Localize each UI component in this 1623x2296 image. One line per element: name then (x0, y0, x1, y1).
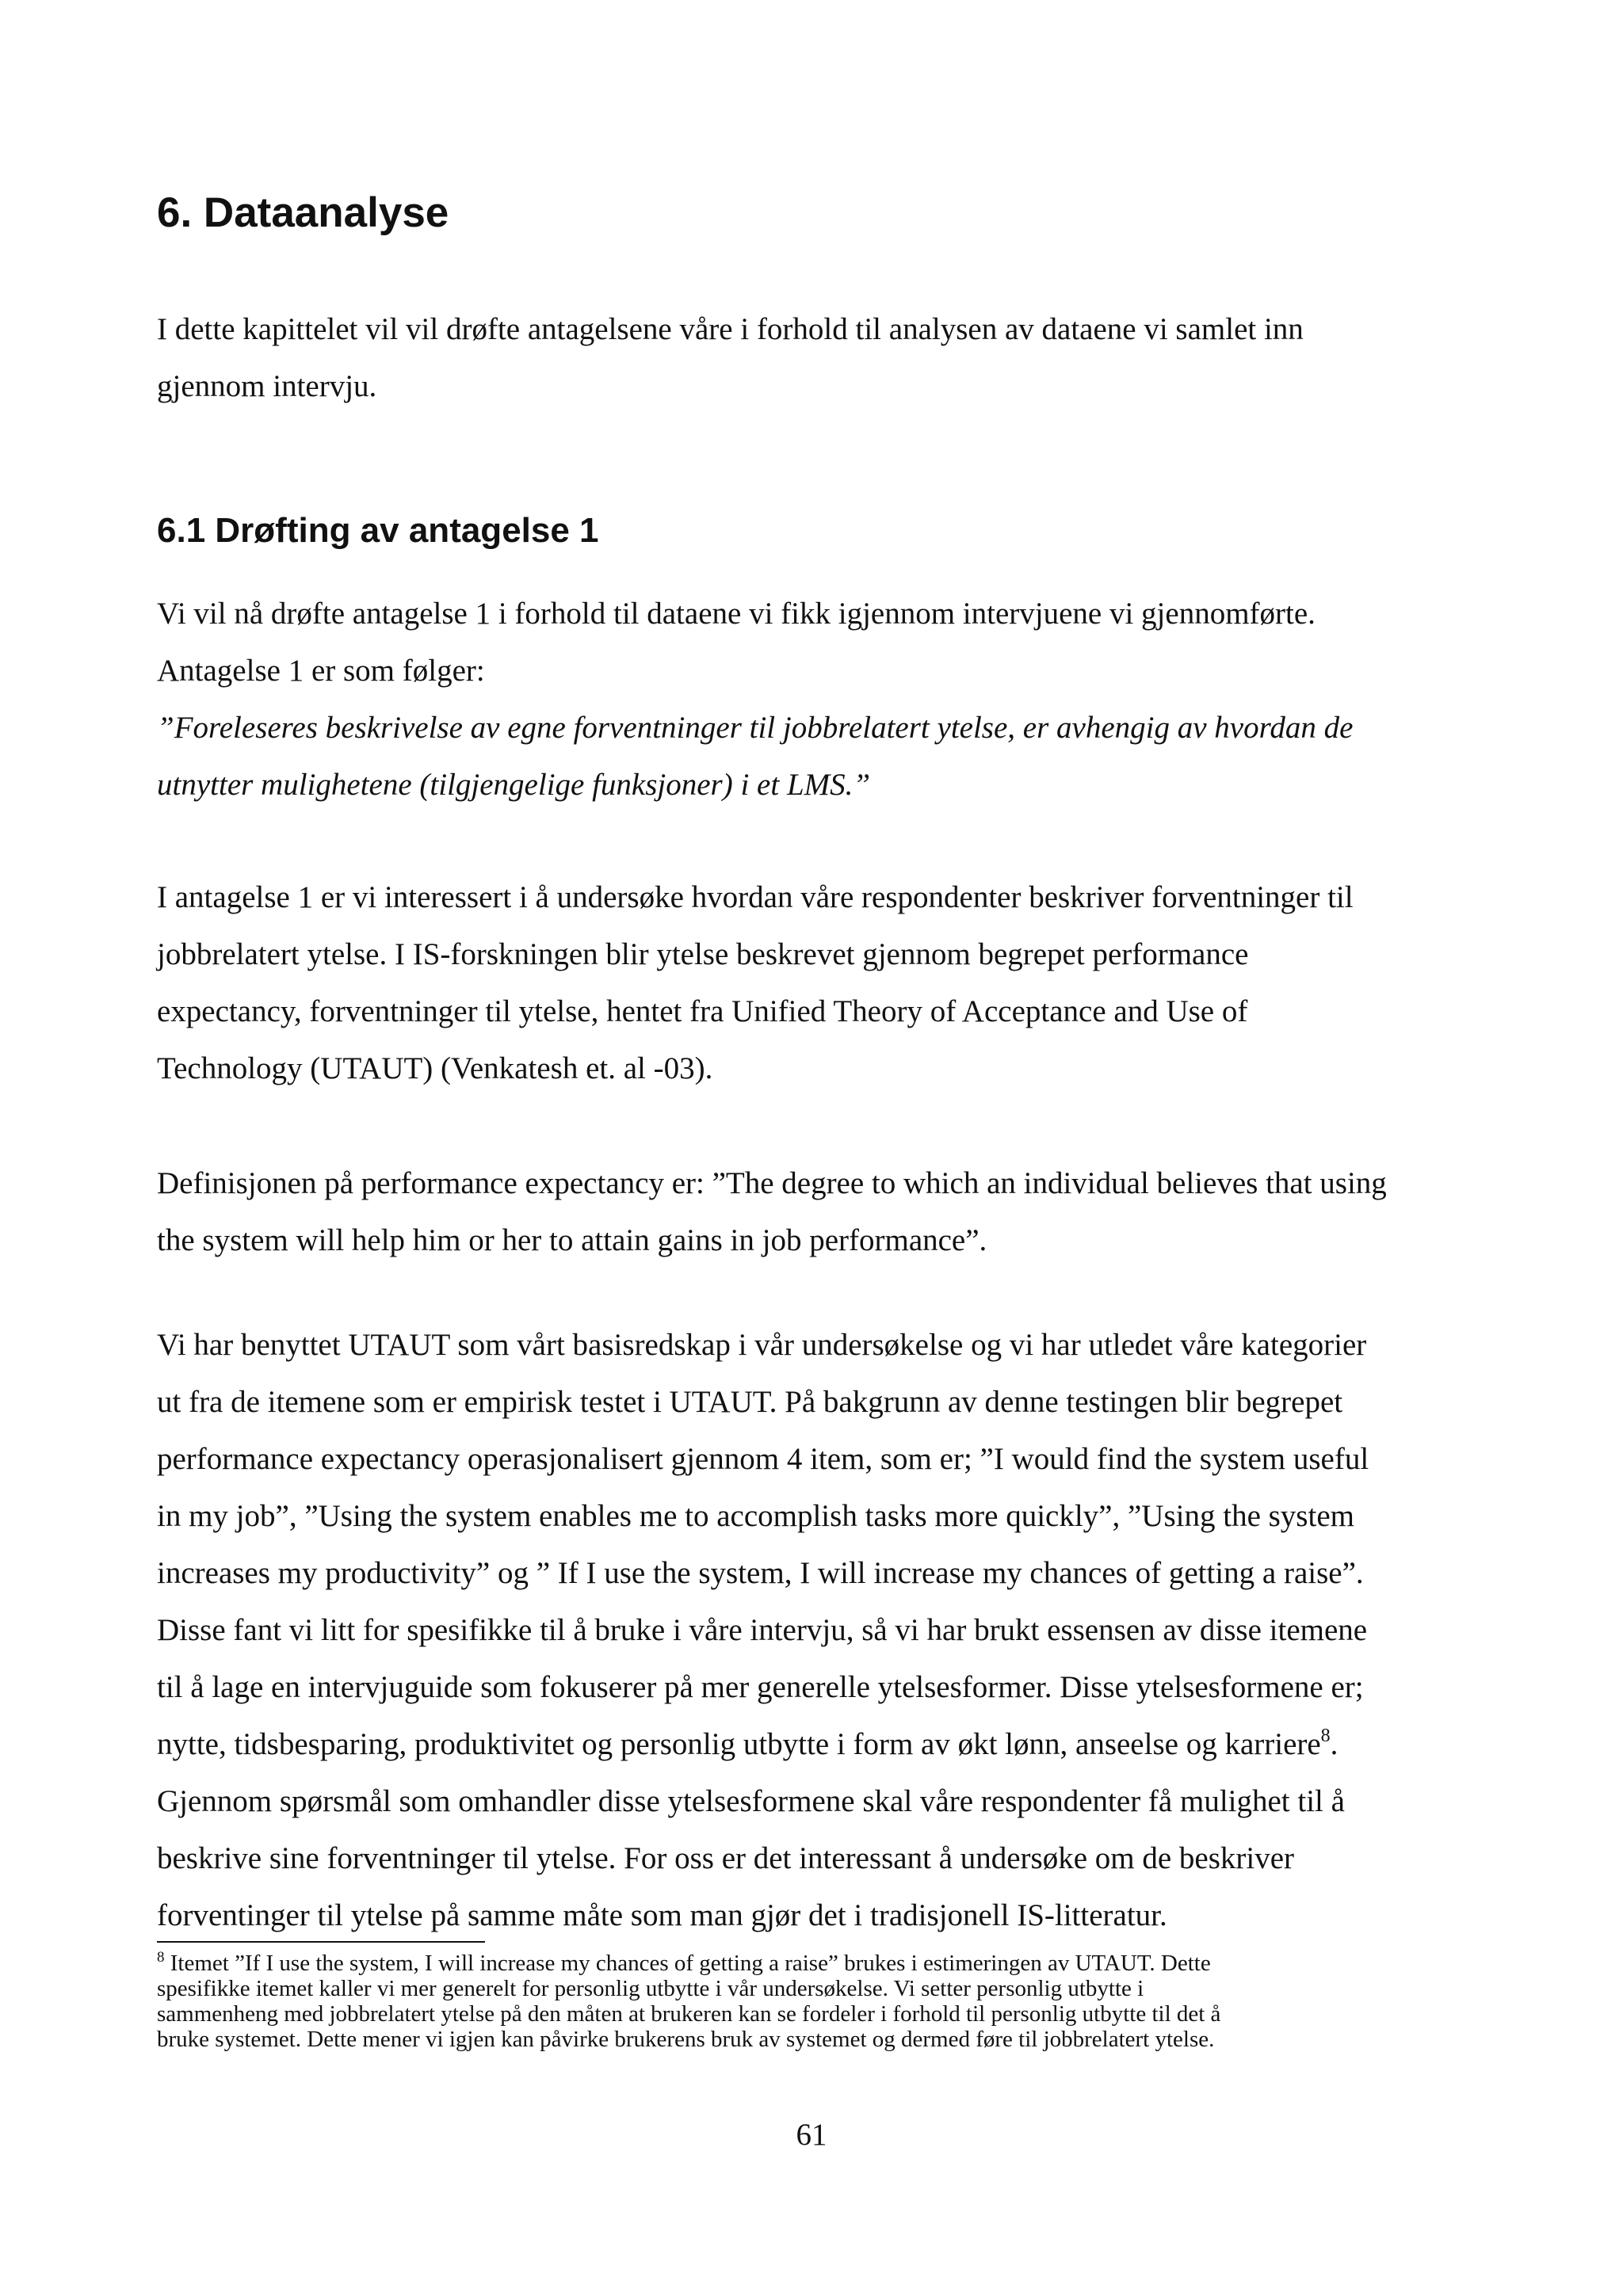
footnote-reference[interactable]: 8 (1320, 1726, 1331, 1746)
text-line: til å lage en intervjuguide som fokuserer på mer generelle ytelsesformer. Disse ytelsesformene er; (157, 1670, 1364, 1704)
footnote-divider (157, 1941, 485, 1943)
text-line: ut fra de itemene som er empirisk testet i UTAUT. På bakgrunn av denne testingen blir begrepet (157, 1385, 1343, 1419)
text-line: Antagelse 1 er som følger: (157, 654, 485, 688)
text-line: Technology (UTAUT) (Venkatesh et. al -03). (157, 1051, 713, 1085)
paragraph-utaut-intro (157, 869, 1504, 1097)
text-line: the system will help him or her to attain gains in job performance”. (157, 1223, 987, 1257)
chapter-heading: 6. Dataanalyse (157, 189, 449, 236)
text-line: Vi vil nå drøfte antagelse 1 i forhold til dataene vi fikk igjennom intervjuene vi gjennomførte. (157, 597, 1316, 631)
footnote-line: spesifikke itemet kaller vi mer generelt for personlig utbytte i vår undersøkelse. Vi setter personlig utbytte i (157, 1976, 1144, 2001)
text-line: I dette kapittelet vil vil drøfte antagelsene våre i forhold til analysen av dataene vi samlet inn (157, 312, 1304, 346)
text-line-with-footnote-ref (157, 1716, 1504, 1773)
text-line: in my job”, ”Using the system enables me to accomplish tasks more quickly”, ”Using the system (157, 1499, 1354, 1533)
page-number: 61 (796, 2118, 827, 2152)
text-line: jobbrelatert ytelse. I IS-forskningen blir ytelse beskrevet gjennom begrepet performance (157, 937, 1249, 971)
footnote-line: sammenheng med jobbrelatert ytelse på den måten at brukeren kan se fordeler i forhold til personlig utbytte til det å (157, 2001, 1221, 2027)
text-fragment: nytte, tidsbesparing, produktivitet og personlig utbytte i form av økt lønn, anseelse og karriere (157, 1727, 1321, 1761)
text-line: increases my productivity” og ” If I use the system, I will increase my chances of getting a raise”. (157, 1556, 1364, 1590)
quote-line: ”Foreleseres beskrivelse av egne forventninger til jobbrelatert ytelse, er avhengig av hvordan de (157, 711, 1354, 745)
text-line: Disse fant vi litt for spesifikke til å bruke i våre intervju, så vi har brukt essensen av disse itemene (157, 1613, 1368, 1647)
text-line: Gjennom spørsmål som omhandler disse ytelsesformene skal våre respondenter få mulighet til å (157, 1784, 1345, 1818)
text-line: I antagelse 1 er vi interessert i å undersøke hvordan våre respondenter beskriver forventninger til (157, 880, 1354, 914)
text-fragment: . (1330, 1727, 1338, 1761)
footnote-mark: 8 (157, 1949, 165, 1966)
text-fragment: Itemet ”If I use the system, I will increase my chances of getting a raise” brukes i estimeringen av UTAUT. Dette (164, 1951, 1211, 1976)
text-line: gjennom intervju. (157, 369, 377, 403)
paragraph-method (157, 1317, 1504, 1944)
footnote (157, 1951, 1504, 2052)
footnote-line: bruke systemet. Dette mener vi igjen kan påvirke brukerens bruk av systemet og dermed føre til jobbrelatert ytelse. (157, 2027, 1215, 2052)
text-line: expectancy, forventninger til ytelse, hentet fra Unified Theory of Acceptance and Use of (157, 994, 1248, 1028)
text-line: Vi har benyttet UTAUT som vårt basisredskap i vår undersøkelse og vi har utledet våre kategorier (157, 1328, 1367, 1362)
text-line: forventinger til ytelse på samme måte som man gjør det i tradisjonell IS-litteratur. (157, 1898, 1167, 1932)
intro-paragraph (157, 301, 1504, 415)
footnote-line (157, 1951, 1504, 1976)
section-heading: 6.1 Drøfting av antagelse 1 (157, 511, 599, 550)
text-line: Definisjonen på performance expectancy er: ”The degree to which an individual believes that using (157, 1166, 1387, 1200)
text-line: beskrive sine forventninger til ytelse. For oss er det interessant å undersøke om de beskriver (157, 1841, 1295, 1875)
text-line: performance expectancy operasjonalisert gjennom 4 item, som er; ”I would find the system useful (157, 1442, 1369, 1476)
quote-line: utnytter mulighetene (tilgjengelige funksjoner) i et LMS.” (157, 768, 871, 802)
paragraph-antagelse (157, 585, 1504, 814)
paragraph-definition (157, 1155, 1504, 1269)
